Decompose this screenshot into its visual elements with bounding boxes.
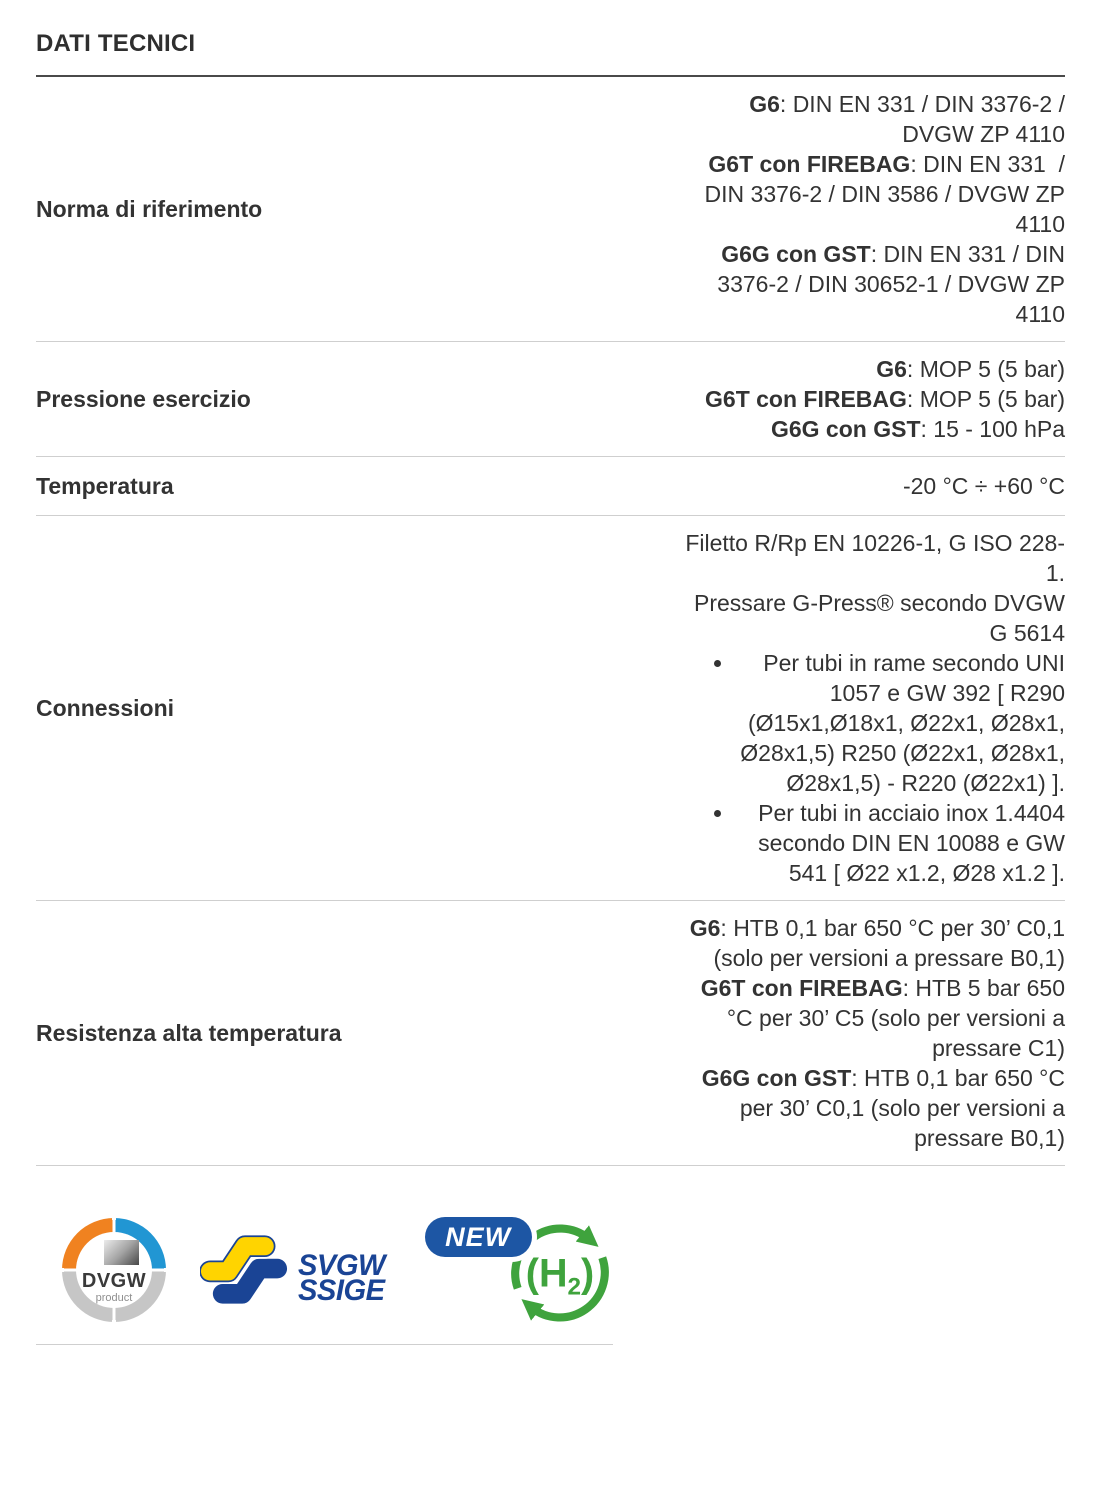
row-value (675, 528, 1065, 888)
row-value (675, 89, 1065, 329)
h2-formula-text: $(H_2)$ (525, 1251, 594, 1301)
value-line: G6T con FIREBAG: DIN EN 331 / DIN 3376-2 / DIN 3586 / DVGW ZP 4110 (704, 151, 1065, 237)
value-line: G6T con FIREBAG: MOP 5 (5 bar) (705, 386, 1065, 412)
row-label: Resistenza alta temperatura (36, 1019, 342, 1046)
svgw-logo-line2: SSIGE (298, 1274, 385, 1307)
value-bullet-item: • Per tubi in acciaio inox 1.4404 secondo DIN EN 10088 e GW 541 [ Ø22 x1.2, Ø28 x1.2 ]. (735, 798, 1065, 888)
row-label: Connessioni (36, 694, 175, 721)
row-label: Pressione esercizio (36, 385, 251, 412)
value-line: G6G con GST: HTB 0,1 bar 650 °C per 30’ C0,1 (solo per versioni a pressare B0,1) (701, 1065, 1065, 1151)
value-line: Filetto R/Rp EN 10226-1, G ISO 228-1. (685, 530, 1065, 586)
dvgw-logo-subtext: product (95, 1292, 133, 1304)
section-title: DATI TECNICI (36, 0, 1065, 77)
value-line: -20 °C ÷ +60 °C (902, 473, 1065, 499)
dvgw-product-logo (62, 1218, 166, 1322)
svgw-logo-line1: SVGW (298, 1249, 385, 1282)
row-value (675, 469, 1065, 503)
table-row (36, 516, 1065, 901)
dvgw-gradient-square-icon (104, 1240, 139, 1265)
row-label: Norma di riferimento (36, 195, 263, 222)
row-value (675, 913, 1065, 1153)
row-value (675, 354, 1065, 444)
value-line: G6G con GST: 15 - 100 hPa (770, 416, 1065, 442)
table-row (36, 457, 1065, 516)
table-row (36, 901, 1065, 1166)
h2-ready-badge (422, 1211, 618, 1329)
value-bullet-item: • Per tubi in rame secondo UNI 1057 e GW 392 [ R290 (Ø15x1,Ø18x1, Ø22x1, Ø28x1, Ø28x1,5) R250 (Ø22x1, Ø28x1, Ø28x1,5) - R220 (Ø22x1) ]. (735, 648, 1065, 798)
svgw-ssige-logo (200, 1235, 388, 1305)
value-line: G6T con FIREBAG: HTB 5 bar 650 °C per 30’ C5 (solo per versioni a pressare C1) (700, 975, 1065, 1061)
value-line: G6: HTB 0,1 bar 650 °C per 30’ C0,1 (solo per versioni a pressare B0,1) (689, 915, 1065, 971)
table-row (36, 342, 1065, 457)
certification-logos-inner (36, 1166, 613, 1345)
value-line: Pressare G-Press® secondo DVGW G 5614 (694, 590, 1065, 646)
table-row (36, 77, 1065, 342)
svgw-logo-text (298, 1249, 385, 1307)
new-badge: NEW (425, 1217, 532, 1257)
certification-logos (36, 1166, 1065, 1345)
svgw-interlock-icon (200, 1235, 288, 1305)
dvgw-logo-text: DVGW (81, 1270, 147, 1292)
value-line: G6: MOP 5 (5 bar) (876, 356, 1065, 382)
value-bullet-list (675, 648, 1065, 888)
value-line: G6: DIN EN 331 / DIN 3376-2 / DVGW ZP 4110 (749, 91, 1065, 147)
row-label: Temperatura (36, 472, 174, 499)
value-line: G6G con GST: DIN EN 331 / DIN 3376-2 / DIN 30652-1 / DVGW ZP 4110 (717, 241, 1065, 327)
